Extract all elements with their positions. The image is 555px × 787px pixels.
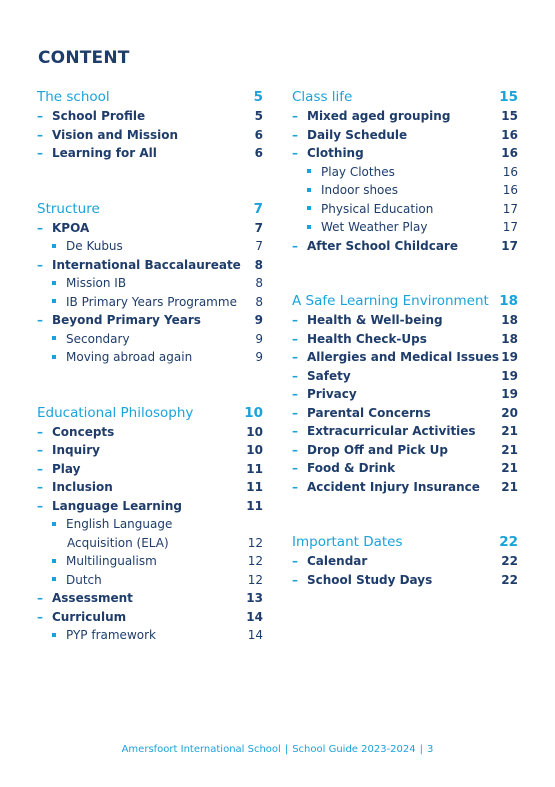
entry-label: Concepts — [52, 424, 115, 439]
toc-section — [37, 87, 263, 163]
toc-entry[interactable] — [37, 497, 263, 516]
entry-label: Food & Drink — [307, 461, 396, 475]
toc-section — [292, 87, 518, 255]
toc-entry[interactable] — [37, 348, 263, 367]
entry-label: Language Learning — [52, 498, 183, 513]
entry-page-number: 12 — [247, 572, 263, 587]
entry-label: Daily Schedule — [307, 127, 408, 142]
entry-label: IB Primary Years Programme — [66, 294, 237, 309]
toc-entry[interactable] — [292, 422, 518, 441]
entry-page-number: 9 — [255, 350, 263, 364]
section-title: A Safe Learning Environment — [292, 293, 489, 309]
entry-label: After School Childcare — [307, 238, 458, 253]
toc-entry[interactable] — [292, 107, 518, 126]
entry-label: International Baccalaureate — [52, 257, 241, 272]
entry-label: English Language — [66, 517, 173, 531]
entry-label: Wet Weather Play — [321, 220, 428, 234]
toc-entry[interactable] — [37, 256, 263, 275]
dash-marker: – — [292, 350, 298, 364]
toc-entry[interactable] — [292, 200, 518, 219]
toc-entry[interactable] — [37, 237, 263, 256]
entry-page-number: 16 — [501, 127, 518, 142]
toc-section-heading[interactable] — [37, 199, 263, 219]
entry-page-number: 12 — [247, 535, 263, 550]
entry-page-number: 8 — [255, 276, 263, 290]
toc-entry[interactable] — [37, 589, 263, 608]
dash-marker: – — [37, 424, 43, 439]
bullet-square-icon — [52, 633, 56, 637]
entry-page-number: 17 — [502, 201, 518, 216]
section-title: Educational Philosophy — [37, 404, 194, 421]
dash-marker: – — [292, 146, 298, 160]
section-page-number: 18 — [499, 293, 518, 309]
entry-page-number: 19 — [501, 350, 518, 364]
dash-marker: – — [37, 461, 43, 476]
entry-label: School Profile — [52, 109, 146, 123]
entry-label: Clothing — [307, 146, 364, 160]
bullet-square-icon — [52, 522, 56, 526]
toc-section-heading[interactable] — [292, 291, 518, 311]
toc-entry[interactable] — [292, 163, 518, 182]
toc-entry[interactable] — [37, 107, 263, 126]
entry-page-number: 18 — [501, 313, 518, 327]
entry-page-number: 20 — [501, 405, 518, 420]
entry-label: Parental Concerns — [307, 405, 431, 420]
entry-label: Health Check-Ups — [307, 331, 427, 346]
toc-section-heading[interactable] — [292, 532, 518, 552]
toc-entry[interactable] — [292, 311, 518, 330]
entry-label: KPOA — [52, 220, 90, 235]
entry-label: Vision and Mission — [52, 127, 179, 142]
dash-marker: – — [37, 257, 43, 272]
dash-marker: – — [37, 146, 43, 160]
section-title: Class life — [292, 89, 353, 105]
entry-page-number: 9 — [254, 313, 263, 327]
footer-page-number: 3 — [427, 744, 434, 755]
toc-entry[interactable] — [292, 330, 518, 349]
entry-page-number: 8 — [254, 257, 263, 272]
entry-label: Calendar — [307, 554, 368, 568]
entry-page-number: 12 — [247, 554, 263, 568]
entry-page-number: 19 — [501, 387, 518, 401]
toc-entry[interactable] — [37, 311, 263, 330]
bullet-square-icon — [52, 577, 56, 581]
bullet-square-icon — [52, 281, 56, 285]
entry-page-number: 16 — [501, 146, 518, 160]
entry-label: Play — [52, 461, 81, 476]
entry-label: Indoor shoes — [321, 183, 399, 197]
entry-page-number: 21 — [501, 461, 518, 475]
bullet-square-icon — [307, 169, 311, 173]
section-page-number: 5 — [253, 89, 263, 105]
entry-label: Learning for All — [52, 146, 157, 160]
entry-page-number: 7 — [254, 220, 263, 235]
entry-page-number: 6 — [254, 127, 263, 142]
dash-marker: – — [37, 109, 43, 123]
entry-label: Drop Off and Pick Up — [307, 442, 448, 457]
bullet-square-icon — [52, 244, 56, 248]
entry-label: Moving abroad again — [66, 350, 193, 364]
bullet-square-icon — [307, 188, 311, 192]
toc-entry[interactable] — [292, 571, 518, 590]
footer-school-name: Amersfoort International School — [121, 744, 281, 755]
dash-marker: – — [37, 220, 43, 235]
entry-page-number: 19 — [501, 368, 518, 383]
dash-marker: – — [37, 443, 43, 457]
entry-page-number: 21 — [501, 442, 518, 457]
entry-label: Extracurricular Activities — [307, 424, 476, 438]
toc-entry[interactable] — [37, 423, 263, 442]
toc-section-heading[interactable] — [37, 87, 263, 107]
toc-entry[interactable] — [37, 274, 263, 293]
entry-label: Multilingualism — [66, 554, 157, 568]
bullet-square-icon — [52, 355, 56, 359]
toc-entry[interactable] — [292, 144, 518, 163]
section-page-number: 22 — [499, 534, 518, 550]
toc-section-heading[interactable] — [37, 403, 263, 423]
entry-label: Acquisition (ELA) — [67, 535, 169, 550]
entry-label: Mission IB — [66, 276, 127, 290]
entry-page-number: 11 — [246, 480, 263, 494]
entry-page-number: 10 — [246, 424, 263, 439]
entry-label: Mixed aged grouping — [307, 109, 451, 123]
toc-right-column — [292, 87, 518, 625]
entry-page-number: 11 — [246, 498, 263, 513]
toc-section — [292, 532, 518, 589]
toc-entry[interactable] — [37, 515, 263, 534]
entry-label: Inquiry — [52, 443, 100, 457]
entry-page-number: 9 — [255, 331, 263, 346]
entry-page-number: 17 — [501, 238, 518, 253]
bullet-square-icon — [307, 206, 311, 210]
dash-marker: – — [292, 238, 298, 253]
entry-page-number: 14 — [246, 609, 263, 624]
entry-label: Play Clothes — [321, 164, 395, 179]
section-page-number: 7 — [253, 200, 263, 217]
entry-page-number: 5 — [254, 109, 263, 123]
section-title: Important Dates — [292, 534, 403, 550]
entry-label: Accident Injury Insurance — [307, 479, 480, 494]
entry-page-number: 21 — [501, 424, 518, 438]
entry-label: PYP framework — [66, 628, 156, 642]
toc-entry[interactable] — [37, 441, 263, 460]
toc-entry[interactable] — [37, 330, 263, 349]
toc-entry[interactable] — [37, 552, 263, 571]
entry-page-number: 21 — [501, 479, 518, 494]
toc-entry[interactable] — [37, 219, 263, 238]
dash-marker: – — [292, 313, 298, 327]
toc-entry[interactable] — [37, 144, 263, 163]
toc-entry[interactable] — [292, 218, 518, 237]
toc-section — [292, 291, 518, 496]
entry-label: Health & Well-being — [307, 313, 443, 327]
entry-label: Beyond Primary Years — [52, 313, 201, 327]
entry-page-number: 10 — [246, 443, 263, 457]
dash-marker: – — [37, 313, 43, 327]
toc-entry[interactable] — [292, 441, 518, 460]
footer-separator: | — [284, 744, 289, 755]
toc-entry[interactable] — [37, 571, 263, 590]
dash-marker: – — [292, 387, 298, 401]
entry-label: Curriculum — [52, 609, 127, 624]
entry-page-number: 14 — [247, 628, 263, 642]
entry-page-number: 11 — [246, 461, 263, 476]
entry-label: Inclusion — [52, 480, 113, 494]
entry-label: Allergies and Medical Issues — [307, 350, 499, 364]
toc-entry[interactable] — [37, 126, 263, 145]
toc-entry[interactable] — [37, 478, 263, 497]
dash-marker: – — [292, 461, 298, 475]
dash-marker: – — [37, 127, 43, 142]
dash-marker: – — [292, 405, 298, 420]
dash-marker: – — [292, 479, 298, 494]
dash-marker: – — [292, 554, 298, 568]
entry-page-number: 13 — [246, 591, 263, 605]
dash-marker: – — [37, 480, 43, 494]
entry-page-number: 8 — [255, 294, 263, 309]
entry-label: Dutch — [66, 572, 102, 587]
bullet-square-icon — [52, 336, 56, 340]
entry-page-number: 22 — [501, 554, 518, 568]
entry-label: Privacy — [307, 387, 357, 401]
toc-entry[interactable] — [292, 181, 518, 200]
bullet-square-icon — [307, 225, 311, 229]
dash-marker: – — [292, 442, 298, 457]
entry-label: Safety — [307, 368, 351, 383]
dash-marker: – — [292, 424, 298, 438]
entry-page-number: 16 — [502, 183, 518, 197]
entry-label: Assessment — [52, 591, 133, 605]
toc-section — [37, 199, 263, 367]
toc-entry[interactable] — [37, 293, 263, 312]
footer-guide-title: School Guide 2023-2024 — [292, 744, 416, 755]
toc-entry[interactable] — [292, 552, 518, 571]
entry-page-number: 22 — [501, 572, 518, 587]
entry-page-number: 18 — [501, 331, 518, 346]
entry-page-number: 6 — [254, 146, 263, 160]
toc-left-column — [37, 87, 263, 681]
toc-entry[interactable] — [292, 459, 518, 478]
dash-marker: – — [37, 609, 43, 624]
dash-marker: – — [292, 331, 298, 346]
entry-label: De Kubus — [66, 239, 123, 253]
entry-page-number: 15 — [501, 109, 518, 123]
toc-entry[interactable] — [292, 478, 518, 497]
dash-marker: – — [37, 591, 43, 605]
section-title: Structure — [37, 200, 100, 217]
toc-section-heading[interactable] — [292, 87, 518, 107]
entry-label: Secondary — [66, 331, 130, 346]
bullet-square-icon — [52, 559, 56, 563]
page-footer — [0, 744, 555, 755]
section-page-number: 15 — [499, 89, 518, 105]
toc-entry[interactable] — [292, 367, 518, 386]
toc-entry[interactable] — [292, 385, 518, 404]
toc-entry[interactable] — [292, 126, 518, 145]
toc-entry[interactable] — [37, 626, 263, 645]
footer-separator: | — [419, 744, 424, 755]
section-title: The school — [37, 89, 110, 105]
dash-marker: – — [292, 109, 298, 123]
toc-section — [37, 403, 263, 645]
section-page-number: 10 — [244, 404, 263, 421]
entry-page-number: 7 — [255, 239, 263, 253]
toc-entry[interactable] — [292, 237, 518, 256]
toc-entry[interactable] — [37, 608, 263, 627]
toc-entry[interactable] — [292, 404, 518, 423]
entry-label: School Study Days — [307, 572, 433, 587]
dash-marker: – — [37, 498, 43, 513]
dash-marker: – — [292, 572, 298, 587]
entry-page-number: 17 — [502, 220, 518, 234]
dash-marker: – — [292, 127, 298, 142]
toc-entry[interactable] — [37, 534, 263, 553]
toc-entry[interactable] — [37, 460, 263, 479]
dash-marker: – — [292, 368, 298, 383]
entry-label: Physical Education — [321, 201, 434, 216]
entry-page-number: 16 — [502, 164, 518, 179]
bullet-square-icon — [52, 299, 56, 303]
page-title: CONTENT — [38, 48, 130, 68]
toc-entry[interactable] — [292, 348, 518, 367]
